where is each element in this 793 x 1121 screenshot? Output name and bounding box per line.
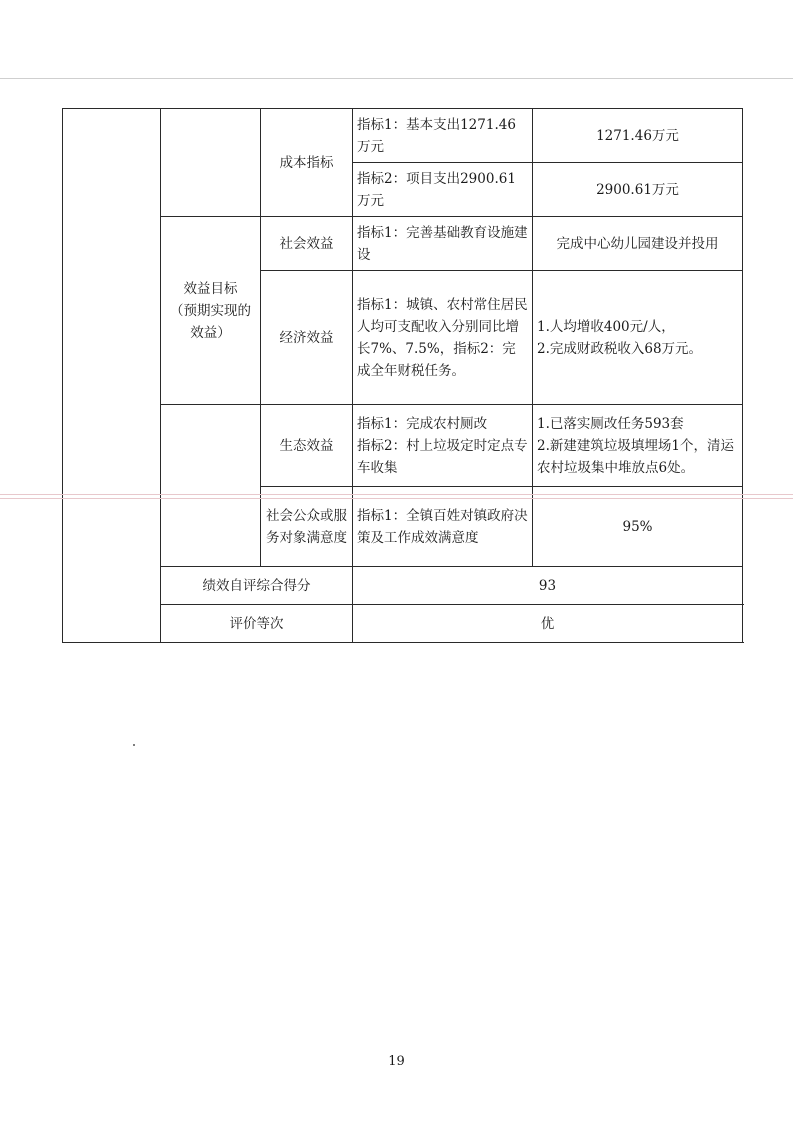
- table-row-grade: [63, 605, 743, 643]
- merged-second-level-cell: [161, 109, 261, 217]
- performance-table: [62, 108, 743, 643]
- scan-speck: [133, 744, 135, 746]
- economic-category-cell: 经济效益: [261, 271, 353, 405]
- table-row-score: [63, 567, 743, 605]
- cost-category-cell: 成本指标: [261, 109, 353, 217]
- benefit-goal-line-1: 效益目标: [183, 280, 238, 297]
- cost-value-1: 1271.46万元: [533, 109, 743, 163]
- scan-artifact-line: [0, 494, 793, 499]
- ecology-indicator-cell: [353, 405, 533, 487]
- social-category-cell: 社会效益: [261, 217, 353, 271]
- economic-value-1: 1.人均增收400元/人，: [537, 318, 675, 335]
- benefit-goal-cell: [161, 217, 261, 405]
- satisfaction-indicator: 指标1：全镇百姓对镇政府决策及工作成效满意度: [353, 487, 533, 567]
- score-value: 93: [353, 567, 743, 605]
- cost-indicator-1: 指标1：基本支出1271.46万元: [353, 109, 533, 163]
- satisfaction-category-cell: 社会公众或服务对象满意度: [261, 487, 353, 567]
- ecology-value-cell: [533, 405, 743, 487]
- economic-value-cell: [533, 271, 743, 405]
- cost-indicator-2: 指标2：项目支出2900.61万元: [353, 163, 533, 217]
- economic-indicator: 指标1：城镇、农村常住居民人均可支配收入分别同比增长7%、7.5%，指标2：完成全年财税任务。: [353, 271, 533, 405]
- ecology-category-cell: 生态效益: [261, 405, 353, 487]
- grade-value: 优: [353, 605, 743, 643]
- ecology-value-2: 2.新建建筑垃圾填埋场1个，清运农村垃圾集中堆放点6处。: [537, 437, 734, 476]
- table-row-social: [63, 217, 743, 271]
- cost-value-2: 2900.61万元: [533, 163, 743, 217]
- satisfaction-value: 95%: [533, 487, 743, 567]
- grade-label: 评价等次: [161, 605, 353, 643]
- table-row-ecology: [63, 405, 743, 487]
- merged-second-level-cell-lower: [161, 405, 261, 567]
- score-label: 绩效自评综合得分: [161, 567, 353, 605]
- social-indicator: 指标1：完善基础教育设施建设: [353, 217, 533, 271]
- merged-first-level-cell: [63, 109, 161, 643]
- table-row-cost-1: [63, 109, 743, 163]
- benefit-goal-line-2: （预期实现的: [170, 302, 251, 319]
- economic-value-2: 2.完成财政税收入68万元。: [537, 340, 703, 357]
- ecology-value-1: 1.已落实厕改任务593套: [537, 415, 684, 432]
- scan-edge-line: [0, 78, 793, 79]
- page-number: 19: [388, 1054, 405, 1069]
- ecology-indicator-2: 指标2：村上垃圾定时定点专车收集: [357, 437, 528, 476]
- benefit-goal-line-3: 效益）: [190, 324, 231, 341]
- social-value: 完成中心幼儿园建设并投用: [533, 217, 743, 271]
- ecology-indicator-1: 指标1：完成农村厕改: [357, 415, 488, 432]
